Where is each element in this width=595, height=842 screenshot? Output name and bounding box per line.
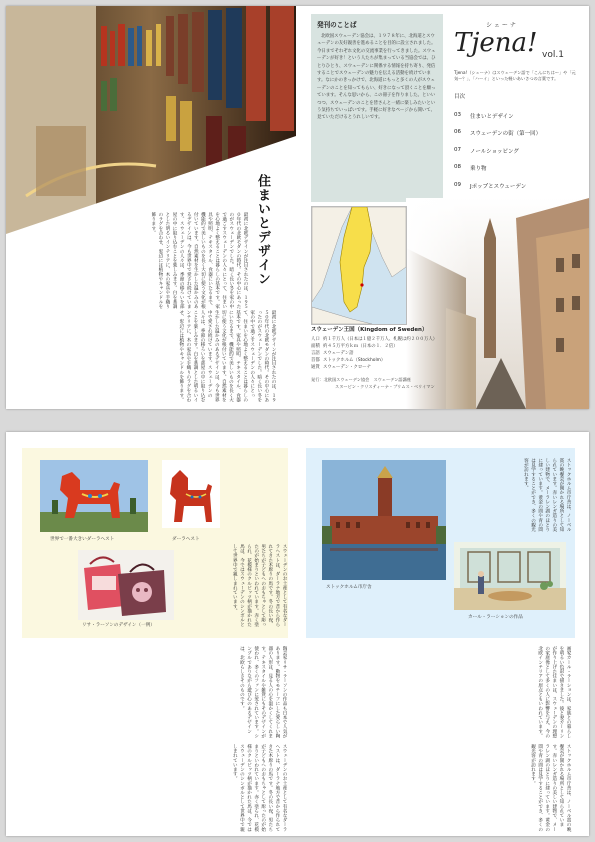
design-body-bottom: スウェーデンのお土産として有名なダーラヘストは、ダーラナ地方で昔から作られてきた木彫りの馬です。冬の長い夜、男たちが子どもへのおもちゃとして彫ったのが始まりといわれています。赤く塗られ、花模様のクルビッツ柄が描かれた馬は、今ではスウェーデンのシンボルとして世界中で親しまれています。 [232,744,287,832]
fact-row [311,364,451,371]
design-text-right: スウェーデンのお土産として有名なダーラヘストは、ダーラナ地方で昔から作られてきた木彫りの馬です。冬の長い夜、男たちが子どもへのおもちゃとして彫ったのが始まりといわれています。赤く塗られ、花模様のクルビッツ柄が描かれた馬は、今ではスウェーデンのシンボルとして世界中で親しまれています。 [232,544,287,627]
fact-value: スウェーデン語 [323,351,354,356]
fact-row [311,336,451,343]
fact-row [311,357,451,364]
greeting-body: 北欧国スウェーデン協会は、１９７８年に、北海道とスウェーデンの友好親善を進めることを目的に設立されました。今日までそれぞれ文化の交流事業を行ってきました。スウェーデンが好き！という人たちが集まっている当協会では、ひとりひとり、スウェーデンに関係する情報を持ち寄り、発信することでスウェーデンの魅力を伝える活動を続けています。なにかのきっかけで、北海道にもっと多くの人がスウェーデンのことを知ってもらい、好きになって頂くことを願っています。そんな思いから、この冊子を作りました。といいつつ、スウェーデンのことを皆さんと一緒に楽しみたいという気持ちでいっぱいです。手軽に好きなページから開いて、見ていただけるとうれしいです。 [317,34,436,121]
fact-value: 約４５万平方ｋｍ（日本の１．２倍） [323,344,398,349]
masthead-volume: vol.1 [542,50,564,60]
greeting-box [311,14,443,202]
toc-item-title: 乗り物 [470,166,487,173]
textile-photo [78,550,174,620]
toc-item-title: 住まいとデザイン [470,114,514,120]
toc-item-page: 06 [454,129,461,136]
caption-cityhall: ストックホルム市庁舎 [326,585,372,590]
toc-list [454,112,584,207]
fact-value: ストックホルム（Stockholm） [323,358,386,363]
toc-item [454,147,584,155]
toc-item [454,129,584,137]
toc-item-page: 09 [454,181,461,188]
caption-horse-big: 世界で一番大きいダーラヘスト [50,537,115,542]
fact-key: 人口 [311,337,320,342]
larsson-painting [454,542,566,610]
fact-value: 約１千万人（日本は１億２千万人、札幌は約２００万人） [323,337,438,342]
feature-body-a: 最初に北欧デザインが注目されたのは、１９５０年代の北欧モダンの時代。その中心にあったのがスウェーデンでした。暗く長い冬を家の中で過ごすスウェーデンの人々にとって、住まいを心地よく整えることは暮らしの基本です。家具や照明、テキスタイル、食器にいたるまで、機能的で美しいものを長く大切に使う文化が根付いています。自然素材を生かした温かみのあるデザインは、今も世界中で愛され続けています。スウェーデンの人々は、季節の移ろいを部屋の中に取り込むことを楽しみます。白を基調とした明るいインテリアに、木の家具や手織りのラグを合わせ、窓辺には植物やキャンドルを飾ります。 [150,212,248,309]
facts-list [311,336,451,371]
fact-value: スウェーデン・クローナ [323,365,372,370]
fact-row [311,343,451,350]
masthead-ruby: シェーナ [486,22,518,29]
fact-key: 言語 [311,351,320,356]
toc-item-page: 07 [454,146,461,153]
toc-heading: 目次 [454,94,466,100]
toc-item-title: スウェーデンの街（第一回） [470,131,542,138]
toc-item-title: ノールショッピング [470,148,519,155]
top-spread [6,6,589,409]
masthead-note: Tjena!（シェーナ）はスウェーデン語で「こんにちは〜」や「元気〜？」、「ハーイ」といった軽いあいさつの言葉です。 [454,70,576,81]
stockholm-body-top: 画家カール・ラーションは、家族との暮らしを明るい色彩で描きました。彼と妻カーリンが作り上げた住まいは、スウェーデンの理想の家庭像として多くの人に影響を与え、今の北欧インテリアの原点ともいわれています。 [537,646,571,738]
caption-painting: カール・ラーションの作品 [468,615,523,620]
fact-key: 面積 [311,344,320,349]
sweden-facts-title: スウェーデン王国（Kingdom of Sweden） [311,327,428,333]
toc-item-title: Jポップとスウェーデン [470,183,527,190]
toc-item-page: 03 [454,112,461,118]
feature-body-b: 最初に北欧デザインが注目されたのは、１９５０年代の北欧モダンの時代。その中心にあったのがスウェーデンでした。暗く長い冬を家の中で過ごすスウェーデンの人々にとって、住まいを心地よく整えることは暮らしの基本です。家具や照明、テキスタイル、食器にいたるまで、機能的で美しいものを長く大切に使う文化が根付いています。自然素材を生かした温かみのあるデザインは、今も世界中で愛され続けています。スウェーデンの人々は、季節の移ろいを部屋の中に取り込むことを楽しみます。白を基調とした明るいインテリアに、木の家具や手織りのラグを合わせ、窓辺には植物やキャンドルを飾ります。 [178,310,276,402]
design-body-top: 陶芸家リサ・ラーソンの作品も日本で人気があります。動物をモチーフにした愛らしい陶器の人形は、見る人の心を温かくしてくれます。テキスタイルや雑貨にもそのデザインが使われ、多くのファンに愛されています。シンプルでありながら遊び心のあるデザインは、北欧らしさそのものです。 [239,646,287,738]
sweden-note2: スヌーピン・クリスティーナ・プリムス・ベリイマン [335,383,435,389]
fact-key: 通貨 [311,365,320,370]
stockholm-text-right: ストックホルム市庁舎は、ノーベル賞の晩餐会が開かれる場所として知られています。赤いレンガ造りの美しい建物で、メーラレン湖のほとりに建っています。黄金の間や青の間は見学することができ、多くの観光客が訪れます。 [523,458,571,532]
greeting-title: 発刊のことば [317,21,357,29]
sweden-note1: 発行：北欧国スウェーデン協会 スウェーデン語講座 [311,377,411,382]
bottom-spread [6,432,589,836]
city-hall-photo [322,460,446,580]
toc-item-page: 08 [454,164,461,171]
caption-textile: リサ・ラーソンのデザイン（一例） [82,623,155,628]
masthead-title: Tjena! [454,28,538,58]
sweden-map [311,206,407,325]
dala-horse-big-photo [40,460,148,532]
toc-item [454,164,584,172]
caption-horse-small: ダーラヘスト [172,537,200,542]
toc-item [454,112,584,120]
feature-title: 住まいとデザイン [255,174,270,286]
dala-horse-small-photo [162,460,220,528]
stockholm-body-bottom: ストックホルム市庁舎は、ノーベル賞の晩餐会が開かれる場所として知られています。赤いレンガ造りの美しい建物で、メーラレン湖のほとりに建っています。黄金の間や青の間は見学することができ、多くの観光客が訪れます。 [530,744,571,832]
toc-item [454,182,584,190]
sweden-facts [311,325,451,390]
fact-key: 首都 [311,358,320,363]
fact-row [311,350,451,357]
